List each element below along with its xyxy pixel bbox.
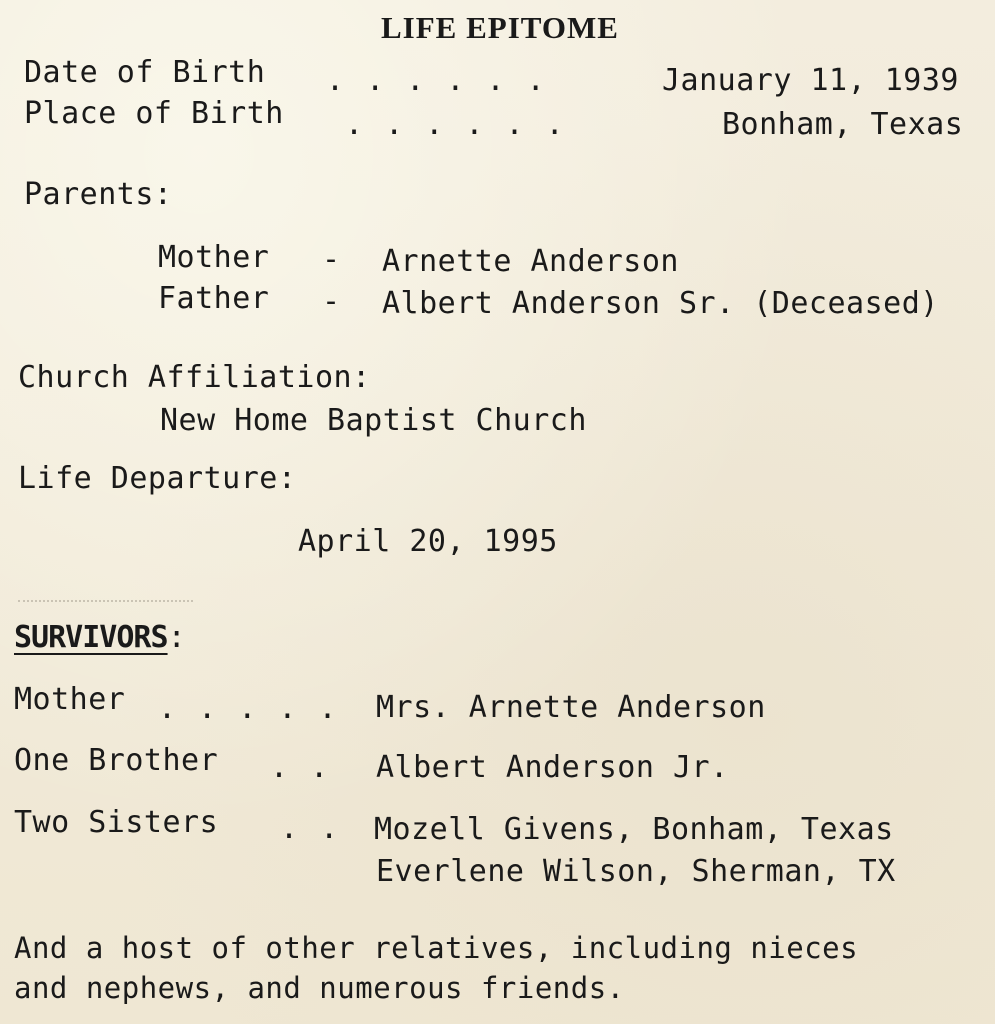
life-departure-date: April 20, 1995 xyxy=(298,524,558,559)
survivors-heading xyxy=(14,620,187,655)
date-of-birth-value: January 11, 1939 xyxy=(662,63,959,98)
father-dash: - xyxy=(322,284,341,319)
mother-label: Mother xyxy=(158,240,270,275)
date-of-birth-leader-dots: . . . . . . xyxy=(326,63,547,98)
survivor-mother-label: Mother xyxy=(14,682,126,717)
survivor-mother-name: Mrs. Arnette Anderson xyxy=(376,690,766,725)
survivors-heading-colon: : xyxy=(167,620,187,655)
closing-line-2: and nephews, and numerous friends. xyxy=(14,971,625,1005)
date-of-birth-label: Date of Birth xyxy=(24,55,266,90)
page-title: LIFE EPITOME xyxy=(381,10,619,45)
place-of-birth-leader-dots: . . . . . . xyxy=(345,107,566,142)
father-label: Father xyxy=(158,281,270,316)
survivor-sisters-label: Two Sisters xyxy=(14,805,219,840)
survivor-mother-leader-dots: . . . . . xyxy=(158,691,339,726)
church-name: New Home Baptist Church xyxy=(160,403,587,438)
mother-name: Arnette Anderson xyxy=(382,244,679,279)
father-name: Albert Anderson Sr. (Deceased) xyxy=(382,286,939,321)
survivor-brother-leader-dots: . . xyxy=(270,750,331,785)
survivors-heading-text: SURVIVORS xyxy=(14,620,168,655)
divider-dots xyxy=(18,600,193,602)
survivor-brother-label: One Brother xyxy=(14,743,219,778)
place-of-birth-value: Bonham, Texas xyxy=(722,107,964,142)
survivor-brother-name: Albert Anderson Jr. xyxy=(376,750,729,785)
place-of-birth-label: Place of Birth xyxy=(24,96,284,131)
closing-line-1: And a host of other relatives, including nieces xyxy=(14,931,859,965)
survivor-sisters-leader-dots: . . xyxy=(280,811,341,846)
life-departure-heading: Life Departure: xyxy=(18,461,297,496)
church-heading: Church Affiliation: xyxy=(18,360,371,395)
survivor-sister-two: Everlene Wilson, Sherman, TX xyxy=(376,854,896,889)
survivor-sister-one: Mozell Givens, Bonham, Texas xyxy=(374,812,894,847)
mother-dash: - xyxy=(322,242,341,277)
parents-heading: Parents: xyxy=(24,177,173,212)
